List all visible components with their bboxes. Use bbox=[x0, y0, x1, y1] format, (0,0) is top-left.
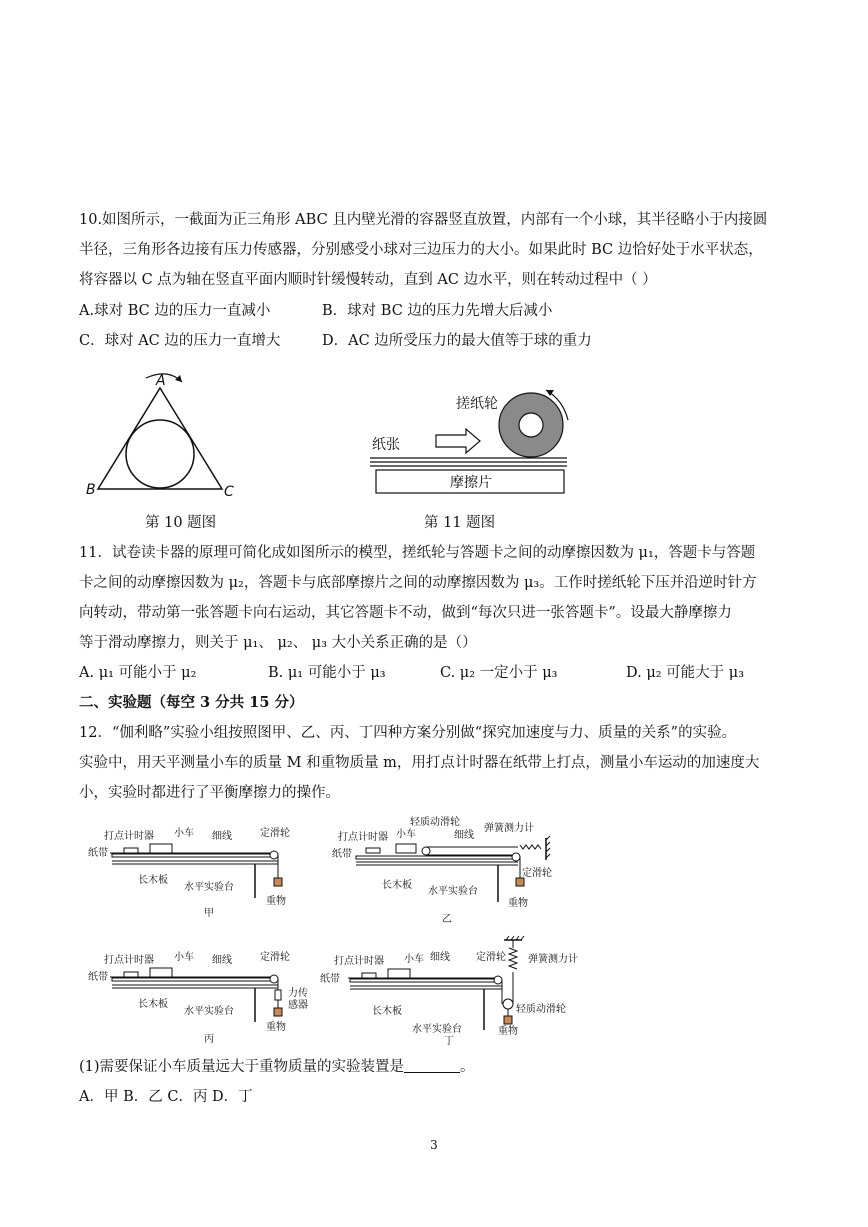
weight-block bbox=[274, 878, 282, 886]
figure-11 bbox=[370, 380, 580, 500]
vertex-b-label: B bbox=[86, 482, 96, 498]
spring-scale bbox=[520, 845, 541, 849]
board-label: 长木板 bbox=[138, 999, 168, 1010]
table-label: 水平实验台 bbox=[428, 886, 478, 897]
apparatus-jia bbox=[88, 822, 310, 922]
light-pulley-label: 轻质动滑轮 bbox=[516, 1004, 566, 1015]
string-label: 细线 bbox=[454, 830, 474, 841]
pulley bbox=[270, 975, 278, 983]
cart-label: 小车 bbox=[174, 828, 194, 839]
pulley-label: 定滑轮 bbox=[522, 868, 552, 879]
apparatus-yi bbox=[332, 814, 568, 926]
table-label: 水平实验台 bbox=[184, 1006, 234, 1017]
q11-option-b: B. μ₁ 可能小于 μ₃ bbox=[268, 665, 386, 681]
apparatus-ding bbox=[318, 934, 578, 1046]
spring-scale bbox=[509, 948, 517, 969]
cart-label: 小车 bbox=[396, 829, 416, 840]
vertex-a-label: A bbox=[156, 373, 166, 389]
q12-text-line2: 实验中，用天平测量小车的质量 M 和重物质量 m，用打点计时器在纸带上打点，测量小车运动的加速度大 bbox=[79, 755, 760, 771]
long-board bbox=[356, 856, 516, 859]
spring-scale-label: 弹簧测力计 bbox=[528, 954, 578, 965]
long-board bbox=[112, 978, 272, 981]
light-pulley-label: 轻质动滑轮 bbox=[410, 817, 460, 828]
vertex-c-label: C bbox=[224, 484, 234, 500]
figure-10-caption: 第 10 题图 bbox=[145, 515, 217, 531]
tape-label: 纸带 bbox=[88, 848, 108, 859]
timer-label: 打点计时器 bbox=[104, 831, 154, 842]
q11-text-line2: 卡之间的动摩擦因数为 μ₂，答题卡与底部摩擦片之间的动摩擦因数为 μ₃。工作时搓纸轮下压并沿逆时针方 bbox=[79, 575, 757, 591]
tape-label: 纸带 bbox=[320, 974, 340, 985]
tape-label: 纸带 bbox=[88, 972, 108, 983]
timer-device bbox=[124, 848, 138, 853]
pulley bbox=[270, 851, 278, 859]
pulley-label: 定滑轮 bbox=[260, 828, 290, 839]
q10-option-a: A.球对 BC 边的压力一直减小 bbox=[79, 303, 271, 319]
spring-scale-label: 弹簧测力计 bbox=[484, 823, 534, 834]
triangle-container bbox=[98, 388, 222, 489]
cart-body bbox=[388, 969, 410, 978]
q10-option-b: B．球对 BC 边的压力先增大后减小 bbox=[322, 303, 553, 319]
board-label: 长木板 bbox=[372, 1006, 402, 1017]
q10-option-d: D．AC 边所受压力的最大值等于球的重力 bbox=[322, 333, 592, 349]
paper-label: 纸张 bbox=[372, 437, 400, 453]
timer-label: 打点计时器 bbox=[104, 955, 154, 966]
page-number: 3 bbox=[430, 1138, 438, 1152]
weight-label: 重物 bbox=[498, 1026, 518, 1037]
board-label: 长木板 bbox=[138, 875, 168, 886]
q11-text-line3: 向转动，带动第一张答题卡向右运动，其它答题卡不动，做到“每次只进一张答题卡”。设最大静摩擦力 bbox=[79, 605, 732, 621]
pulley-label: 定滑轮 bbox=[260, 952, 290, 963]
long-board bbox=[350, 979, 496, 982]
ding-label: 丁 bbox=[444, 1036, 454, 1047]
timer-label: 打点计时器 bbox=[334, 956, 384, 967]
q10-text-line3: 将容器以 C 点为轴在竖直平面内顺时针缓慢转动，直到 AC 边水平，则在转动过程中（ ） bbox=[79, 272, 657, 288]
q11-option-d: D. μ₂ 可能大于 μ₃ bbox=[626, 665, 745, 681]
sensor-label-b: 感器 bbox=[288, 1000, 308, 1011]
timer-device bbox=[366, 848, 380, 853]
q12-sub1 bbox=[79, 1052, 475, 1082]
figure-11-caption: 第 11 题图 bbox=[424, 515, 496, 531]
light-pulley bbox=[503, 999, 513, 1009]
q11-option-a: A. μ₁ 可能小于 μ₂ bbox=[79, 665, 197, 681]
string-label: 细线 bbox=[430, 952, 450, 963]
long-board bbox=[112, 854, 272, 857]
weight-label: 重物 bbox=[508, 898, 528, 909]
weight-block bbox=[516, 878, 524, 886]
string-label: 细线 bbox=[212, 955, 232, 966]
sensor-label-a: 力传 bbox=[288, 988, 308, 999]
board-label: 长木板 bbox=[382, 880, 412, 891]
weight-label: 重物 bbox=[266, 1022, 286, 1033]
timer-device bbox=[362, 973, 376, 978]
timer-device bbox=[124, 972, 138, 977]
timer-label: 打点计时器 bbox=[338, 832, 388, 843]
wheel-label: 搓纸轮 bbox=[456, 396, 498, 412]
q10-text-line2: 半径，三角形各边接有压力传感器，分别感受小球对三边压力的大小。如果此时 BC 边恰好处于水平状态， bbox=[79, 242, 763, 258]
bing-label: 丙 bbox=[204, 1034, 214, 1045]
rotation-arrowhead bbox=[175, 375, 182, 382]
q11-text-line4: 等于滑动摩擦力，则关于 μ₁、 μ₂、 μ₃ 大小关系正确的是（） bbox=[79, 635, 477, 651]
wheel-hub bbox=[519, 413, 543, 437]
figure-10 bbox=[80, 362, 250, 502]
q12-text-line3: 小，实验时都进行了平衡摩擦力的操作。 bbox=[79, 785, 340, 801]
cart-body bbox=[150, 968, 172, 977]
q12-sub1-end: 。 bbox=[460, 1059, 475, 1075]
pulley bbox=[494, 976, 502, 984]
yi-label: 乙 bbox=[442, 914, 452, 925]
pulley-label: 定滑轮 bbox=[476, 952, 506, 963]
string-label: 细线 bbox=[212, 831, 232, 842]
answer-blank[interactable] bbox=[404, 1056, 460, 1073]
q10-option-c: C．球对 AC 边的压力一直增大 bbox=[79, 333, 281, 349]
pad-label: 摩擦片 bbox=[450, 475, 492, 491]
tape-label: 纸带 bbox=[332, 849, 352, 860]
weight-block bbox=[274, 1008, 282, 1016]
q10-text-line1: 10.如图所示，一截面为正三角形 ABC 且内壁光滑的容器竖直放置，内部有一个小球，其半径略小于内接圆 bbox=[79, 212, 768, 228]
apparatus-bing bbox=[88, 946, 310, 1046]
pulley bbox=[512, 853, 520, 861]
q12-text-line1: 12．“伽利略”实验小组按照图甲、乙、丙、丁四种方案分别做“探究加速度与力、质量的关系”的实验。 bbox=[79, 725, 737, 741]
cart-label: 小车 bbox=[174, 952, 194, 963]
q12-sub1-text: (1)需要保证小车质量远大于重物质量的实验装置是 bbox=[79, 1059, 405, 1075]
q11-text-line1: 11．试卷读卡器的原理可简化成如图所示的模型，搓纸轮与答题卡之间的动摩擦因数为 μ₁，答题卡与答题 bbox=[79, 545, 756, 561]
section-2-title: 二、实验题（每空 3 分共 15 分） bbox=[79, 694, 304, 711]
cart-body bbox=[396, 844, 416, 853]
table-label: 水平实验台 bbox=[412, 1024, 462, 1035]
q11-option-c: C. μ₂ 一定小于 μ₃ bbox=[440, 665, 558, 681]
table-label: 水平实验台 bbox=[184, 882, 234, 893]
weight-label: 重物 bbox=[266, 896, 286, 907]
weight-block bbox=[504, 1016, 512, 1024]
cart-label: 小车 bbox=[404, 954, 424, 965]
ball bbox=[126, 420, 194, 488]
force-sensor bbox=[275, 990, 281, 1000]
jia-label: 甲 bbox=[204, 908, 214, 919]
light-pulley bbox=[422, 847, 430, 855]
q12-sub1-options: A．甲 B．乙 C．丙 D．丁 bbox=[79, 1089, 253, 1105]
cart-body bbox=[150, 844, 172, 853]
direction-arrow bbox=[436, 429, 480, 453]
